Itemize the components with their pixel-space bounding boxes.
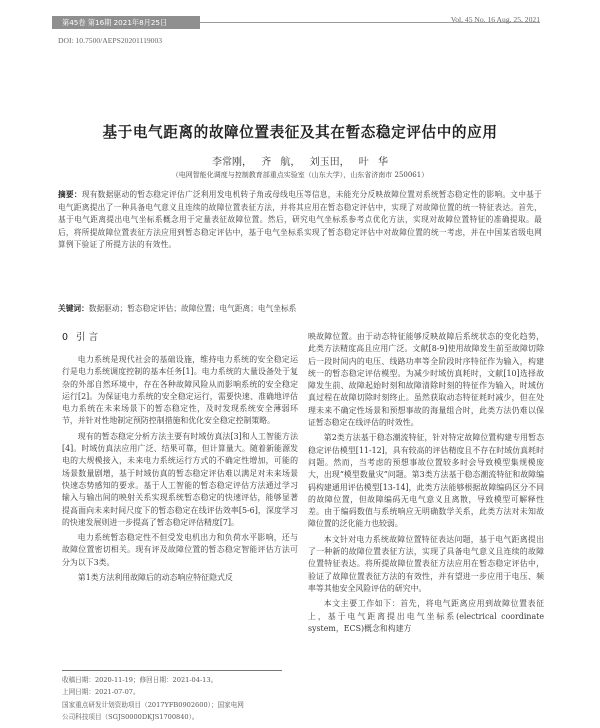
paragraph: 本文针对电力系统故障位置特征表达问题，基于电气距离提出了一种新的故障位置表征方法，实现了具备电气意义且连续的故障位置特征表达。将所提故障位置表征方法应用在暂态稳定评估中，验证了故障位置表征方法的有效性，并有望进一步应用于电压、频率等其他安全风险评估的研究中。 <box>308 534 544 593</box>
authors: 李常刚， 齐 航， 刘玉田， 叶 华 <box>212 157 388 168</box>
paragraph: 电力系统暂态稳定性不但受发电机出力和负荷水平影响，还与故障位置密切相关。现有评及故障位置的暂态稳定智能评估方法可分为以下3类。 <box>62 533 298 567</box>
paragraph: 本文主要工作如下：首先，将电气距离应用到故障位置表征上，基于电气距离提出电气坐标系(electrical coordinate system，ECS)概念和构建方 <box>308 599 544 633</box>
keywords-label: 关键词： <box>58 304 89 313</box>
abstract <box>58 189 542 252</box>
paragraph: 电力系统是现代社会的基础设施，维持电力系统的安全稳定运行是电力系统调度控制的基本任务[1]。电力系统的大量设备处于复杂的外部自然环境中，存在各种故障风险从而影响系统的安全稳定运行[2]。为保证电力系统的安全稳定运行，需要快速、准确地评估电力系统在未来场景下的暂态稳定性，及时发现系统安全薄弱环节，并针对性地制定预防控制措施和优化安全稳定控制策略。 <box>62 355 298 426</box>
paper-title: 基于电气距离的故障位置表征及其在暂态稳定评估中的应用 <box>102 124 498 141</box>
footnote-line: 国家重点研发计划资助项目（2017YFB0902600）；国家电网 <box>62 700 244 709</box>
footnote-line: 上网日期：2021-07-07。 <box>62 688 140 697</box>
section-heading-introduction <box>62 331 298 345</box>
keywords-text: 数据驱动；暂态稳定评估；故障位置；电气距离；电气坐标系 <box>88 304 297 313</box>
paragraph: 映故障位置。由于动态特征能够反映故障后系统状态的变化趋势，此类方法精度高且应用广泛。文献[8-9]使用故障发生前至故障切除后一段时间内的电压、线路功率等全阶段时序特征作为输入，构建统一的暂态稳定评估模型。为减少时域仿真耗时，文献[10]选择故障发生前、故障起始时刻和故障清除时刻的特征作为输入，时域仿真过程在故障切除时刻终止。虽然获取动态特征耗时减少，但在处理未来不确定性场景和预想事故的海量组合时，此类方法仍难以保证暂态稳定在线评估的时效性。 <box>308 332 544 428</box>
paragraph: 第2类方法基于稳态潮流特征，针对特定故障位置构建专用暂态稳定评估模型[11-12]，具有较高的评估精度且不存在时域仿真耗时问题。然而，当考虑的预想事故位置较多时会导致模型集规模庞大，出现“模型数量灾”问题。第3类方法基于稳态潮流特征和故障编码构建通用评估模型[13-14]，此类方法能够根据故障编码区分不同的故障位置，但故障编码无电气意义且离散，导致模型可解释性差。由于编码数值与系统响应无明确数学关系，此类方法对未知故障位置的泛化能力也较弱。 <box>308 433 544 529</box>
footnote-line: 收稿日期：2020-11-19；修回日期：2021-04-13。 <box>62 676 218 684</box>
journal-issue-en: Vol. 45 No. 16 Aug. 25, 2021 <box>450 15 540 24</box>
paragraph: 现有的暂态稳定分析方法主要有时域仿真法[3]和人工智能方法[4]。时域仿真法应用广泛、结果可靠，但计算量大。随着新能源发电的大规模接入，未来电力系统运行方式的不确定性增加，可能的场景数量剧增，基于时域仿真的暂态稳定评估难以满足对未来场景快速态势感知的要求。基于人工智能的暂态稳定评估方法通过学习输入与输出间的映射关系实现系统暂态稳定的快速评估，能够显著提高面向未来时间尺度下的暂态稳定在线评估效率[5-6]，深度学习的快速发展则进一步提高了暂态稳定评估精度[7]。 <box>62 431 298 527</box>
footnote-line: 公司科技项目（SGJS0000DKJS1700840）。 <box>62 713 199 722</box>
doi[interactable]: DOI: 10.7500/AEPS20201119003 <box>58 36 163 45</box>
footnotes <box>62 674 298 724</box>
keywords <box>58 303 542 314</box>
footnote-rule <box>62 670 282 671</box>
journal-issue-bar: 第45卷 第16期 2021年8月25日 <box>52 16 200 29</box>
section-number: 0 <box>62 332 69 343</box>
abstract-label: 摘要： <box>58 190 82 199</box>
section-title: 引 言 <box>76 332 99 343</box>
left-column <box>62 331 298 587</box>
abstract-text: 现有数据驱动的暂态稳定评估广泛利用发电机转子角或母线电压等信息，未能充分反映故障位置对系统暂态稳定性的影响。文中基于电气距离提出了一种具备电气意义且连续的故障位置表征方法，并将其应用在暂态稳定评估中，实现了对故障位置的统一特征表达。首先，基于电气距离提出电气坐标系概念用于定量表征故障位置。然后，研究电气坐标系参考点优化方法，实现对故障位置特征的准确提取。最后，将所提故障位置表征方法应用到暂态稳定评估中，基于电气坐标系实现了暂态稳定评估中对故障位置的统一考虑，并在中国某省级电网算例下验证了所提方法的有效性。 <box>58 190 542 250</box>
paragraph: 第1类方法利用故障后的动态响应特征隐式反 <box>77 573 233 583</box>
right-column <box>308 331 544 638</box>
affiliation: （电网智能化调度与控制教育部重点实验室（山东大学），山东省济南市 250061） <box>171 171 429 179</box>
